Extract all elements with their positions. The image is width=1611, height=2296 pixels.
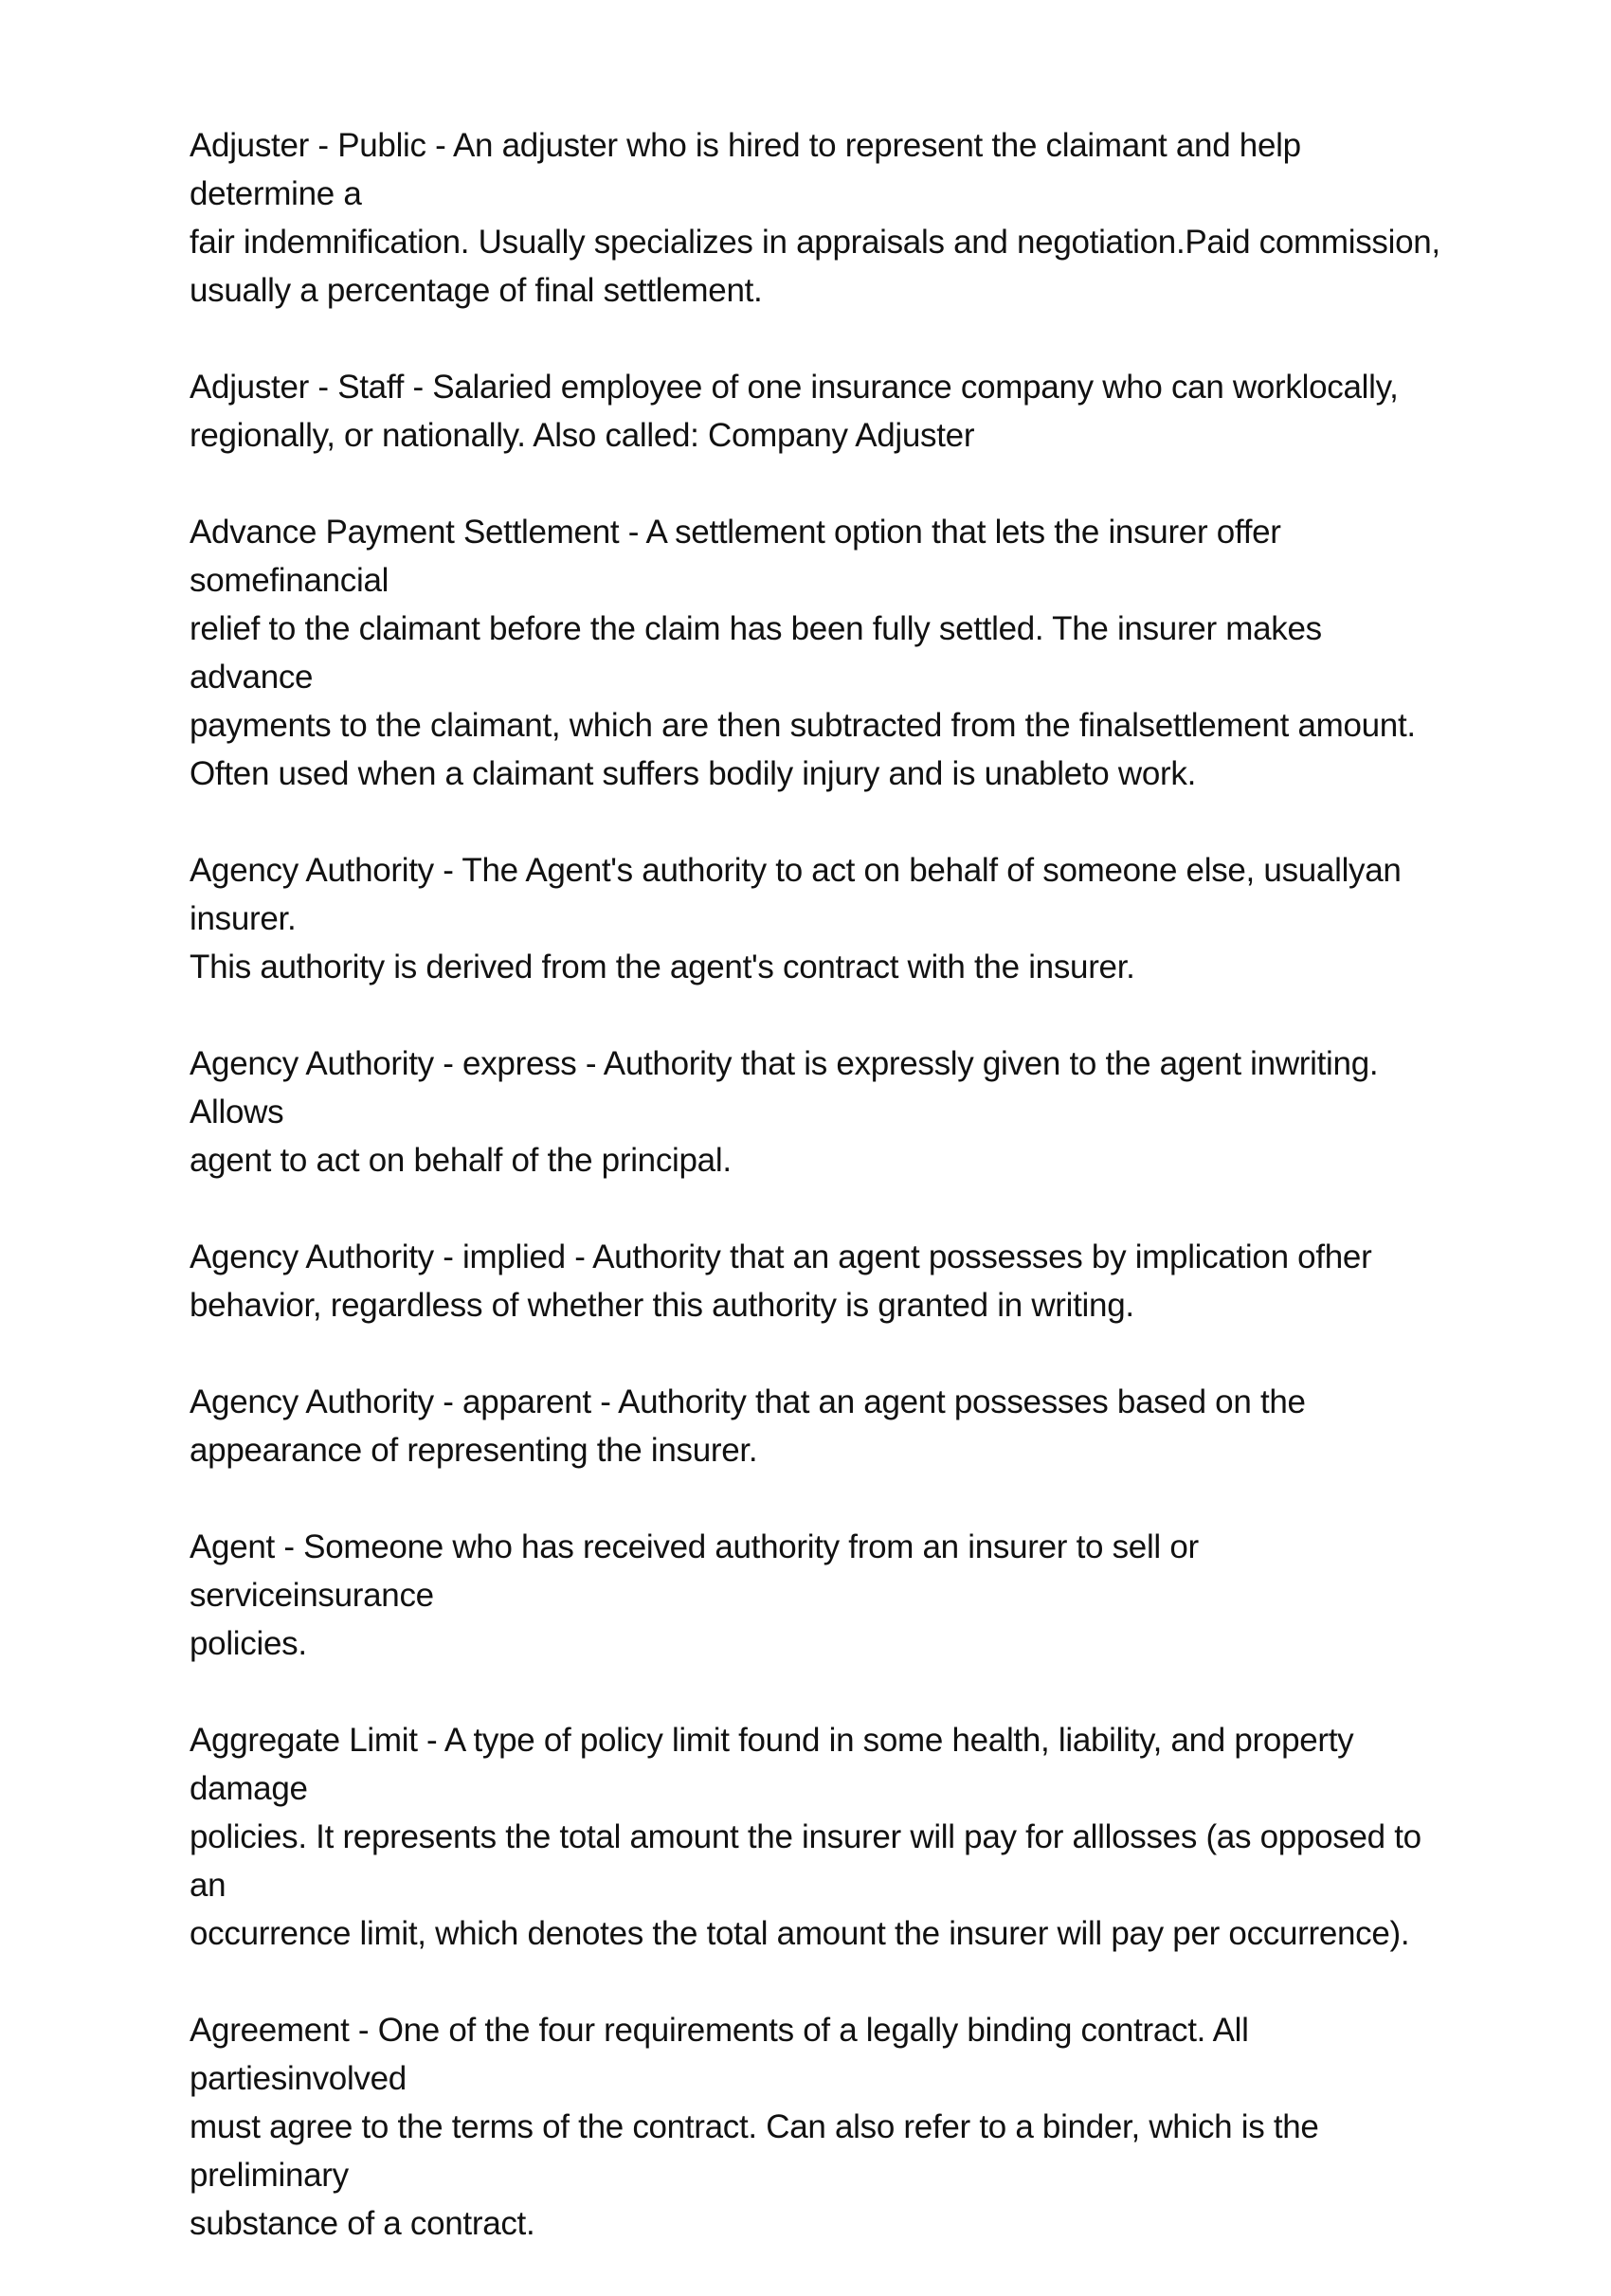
glossary-entry-agency-authority: Agency Authority - The Agent's authority to act on behalf of someone else, usuallyan insurer. This authority is derived from the agent's contract with the insurer. [190, 852, 1402, 985]
glossary-entry-advance-payment-settlement: Advance Payment Settlement - A settlement option that lets the insurer offer somefinancial relief to the claimant before the claim has been fully settled. The insurer makes advance payments to the claimant, which are then subtracted from the finalsettlement amount. Often used when a claimant suffers bodily injury and is unableto work. [190, 514, 1416, 792]
glossary-entry-adjuster-public: Adjuster - Public - An adjuster who is hired to represent the claimant and help determine a fair indemnification. Usually specializes in appraisals and negotiation.Paid commission, usually a percentage of final settlement. [190, 127, 1440, 309]
glossary-entry-adjuster-staff: Adjuster - Staff - Salaried employee of one insurance company who can worklocally, regionally, or nationally. Also called: Company Adjuster [190, 369, 1399, 454]
glossary-entry-agency-authority-express: Agency Authority - express - Authority that is expressly given to the agent inwriting. Allows agent to act on behalf of the principal. [190, 1045, 1379, 1179]
glossary-entry-agency-authority-apparent: Agency Authority - apparent - Authority that an agent possesses based on the appearance of representing the insurer. [190, 1383, 1306, 1469]
glossary-entry-agent: Agent - Someone who has received authority from an insurer to sell or serviceinsurance policies. [190, 1528, 1199, 1662]
glossary-entry-agency-authority-implied: Agency Authority - implied - Authority that an agent possesses by implication ofher behavior, regardless of whether this authority is granted in writing. [190, 1238, 1372, 1324]
glossary-entry-aggregate-limit: Aggregate Limit - A type of policy limit found in some health, liability, and property damage policies. It represents the total amount the insurer will pay for alllosses (as opposed to an occurrence limit, which denotes the total amount the insurer will pay per occurrence). [190, 1722, 1421, 1952]
glossary-page [190, 121, 1440, 2296]
glossary-entry-agreement: Agreement - One of the four requirements of a legally binding contract. All partiesinvolved must agree to the terms of the contract. Can also refer to a binder, which is the preliminary substance of a contract. [190, 2012, 1319, 2242]
